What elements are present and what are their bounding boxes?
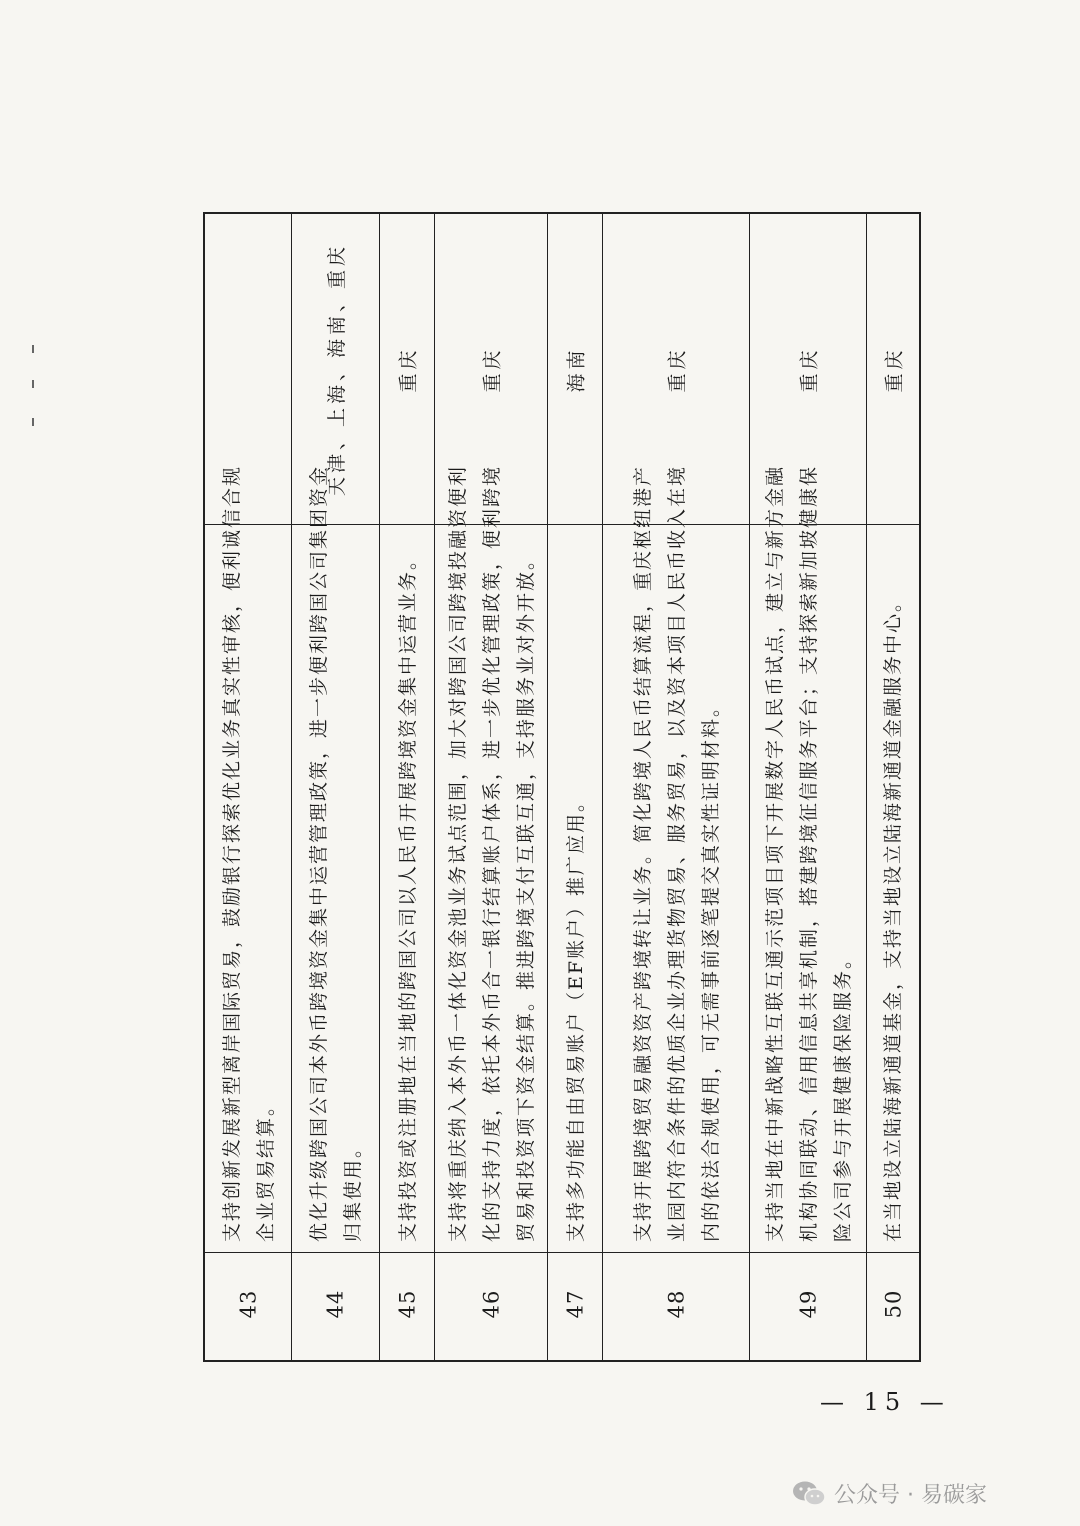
location-text: 重庆	[397, 345, 420, 393]
location-cell	[750, 214, 866, 524]
location-text: 重庆	[798, 345, 821, 393]
location-text: 海南	[565, 345, 588, 393]
location-cell	[205, 214, 291, 524]
location-text: 重庆	[666, 345, 689, 393]
table-row	[205, 214, 292, 1360]
row-number: 49	[795, 1289, 820, 1319]
description-line: 机构协同联动、信用信息共享机制，搭建跨境征信服务平台；支持探索新加坡健康保	[798, 464, 820, 1242]
description-line: 归集使用。	[342, 1136, 364, 1242]
description-line: 支持创新发展新型离岸国际贸易，鼓励银行探索优化业务真实性审核，便利诚信合规	[221, 464, 243, 1242]
description-line: 在当地设立陆海新通道基金，支持当地设立陆海新通道金融服务中心。	[882, 590, 904, 1242]
row-number: 46	[478, 1289, 503, 1319]
measure-description-cell	[603, 464, 749, 1248]
description-line: 优化升级跨国公司本外币跨境资金集中运营管理政策，进一步便利跨国公司集团资金	[308, 464, 330, 1242]
location-text: 重庆	[883, 345, 906, 393]
measure-description	[302, 464, 370, 1252]
description-line: 化的支持力度，依托本外币合一银行结算账户体系，进一步优化管理政策，便利跨境	[481, 464, 503, 1242]
location-cell	[292, 214, 379, 524]
measure-description-cell	[380, 524, 434, 1248]
row-number-cell	[435, 1248, 547, 1360]
watermark	[792, 1478, 987, 1509]
measure-description-cell	[205, 464, 291, 1248]
wechat-icon	[792, 1480, 826, 1508]
location-cell	[867, 214, 919, 524]
row-number: 50	[880, 1289, 905, 1319]
table-row	[435, 214, 548, 1360]
description-line: 支持多功能自由贸易账户（EF账户）推广应用。	[565, 790, 587, 1242]
description-line: 支持当地在中新战略性互联互通示范项目项下开展数字人民币试点，建立与新方金融	[764, 464, 786, 1242]
row-number-cell	[548, 1248, 602, 1360]
measure-description-cell	[435, 464, 547, 1248]
description-line: 支持开展跨境贸易融资资产跨境转让业务。简化跨境人民币结算流程，重庆枢纽港产	[632, 464, 654, 1242]
watermark-text: 公众号 · 易碳家	[834, 1483, 987, 1508]
description-line: 企业贸易结算。	[255, 1094, 277, 1242]
measure-description	[391, 524, 425, 1252]
description-line: 险公司参与开展健康保险服务。	[832, 947, 854, 1242]
row-number: 44	[323, 1289, 348, 1319]
description-line: 支持投资或注册地在当地的跨国公司以人民币开展跨境资金集中运营业务。	[397, 548, 419, 1242]
table-row	[292, 214, 380, 1360]
table-row	[380, 214, 435, 1360]
row-number: 43	[235, 1289, 260, 1319]
measure-description	[876, 524, 910, 1252]
measure-description-cell	[867, 524, 919, 1248]
table-row	[750, 214, 867, 1360]
location-cell	[548, 214, 602, 524]
measure-description	[559, 524, 593, 1252]
row-number: 45	[394, 1289, 419, 1319]
measure-description-cell	[750, 464, 866, 1248]
row-number-cell	[380, 1248, 434, 1360]
measure-description	[758, 464, 860, 1252]
description-line: 贸易和投资项下资金结算。推进跨境支付互联互通，支持服务业对外开放。	[515, 548, 537, 1242]
description-line: 业园内符合条件的优质企业办理货物贸易、服务贸易，以及资本项目人民币收入在境	[666, 464, 688, 1242]
description-line: 内的依法合规使用，可无需事前逐笔提交真实性证明材料。	[700, 695, 722, 1242]
table-row	[867, 214, 919, 1360]
row-number-cell	[292, 1248, 379, 1360]
measure-description-cell	[548, 524, 602, 1248]
row-number-cell	[867, 1248, 919, 1360]
scan-mark	[32, 345, 34, 353]
location-text: 天津、上海、海南、重庆	[326, 242, 349, 496]
policy-table	[203, 212, 921, 1362]
row-number: 47	[562, 1289, 587, 1319]
description-line: 支持将重庆纳入本外币一体化资金池业务试点范围，加大对跨国公司跨境投融资便利	[447, 464, 469, 1242]
table-row	[603, 214, 750, 1360]
measure-description	[626, 464, 728, 1252]
measure-description-cell	[292, 464, 379, 1248]
page-number: — 15 —	[820, 1388, 950, 1416]
location-cell	[603, 214, 749, 524]
measure-description	[441, 464, 543, 1252]
row-number-cell	[750, 1248, 866, 1360]
row-number: 48	[663, 1289, 688, 1319]
location-cell	[435, 214, 547, 524]
scan-mark	[32, 380, 34, 388]
location-text: 重庆	[481, 345, 504, 393]
scan-mark	[32, 418, 34, 426]
measure-description	[215, 464, 283, 1252]
location-cell	[380, 214, 434, 524]
row-number-cell	[205, 1248, 291, 1360]
row-number-cell	[603, 1248, 749, 1360]
table-row	[548, 214, 603, 1360]
